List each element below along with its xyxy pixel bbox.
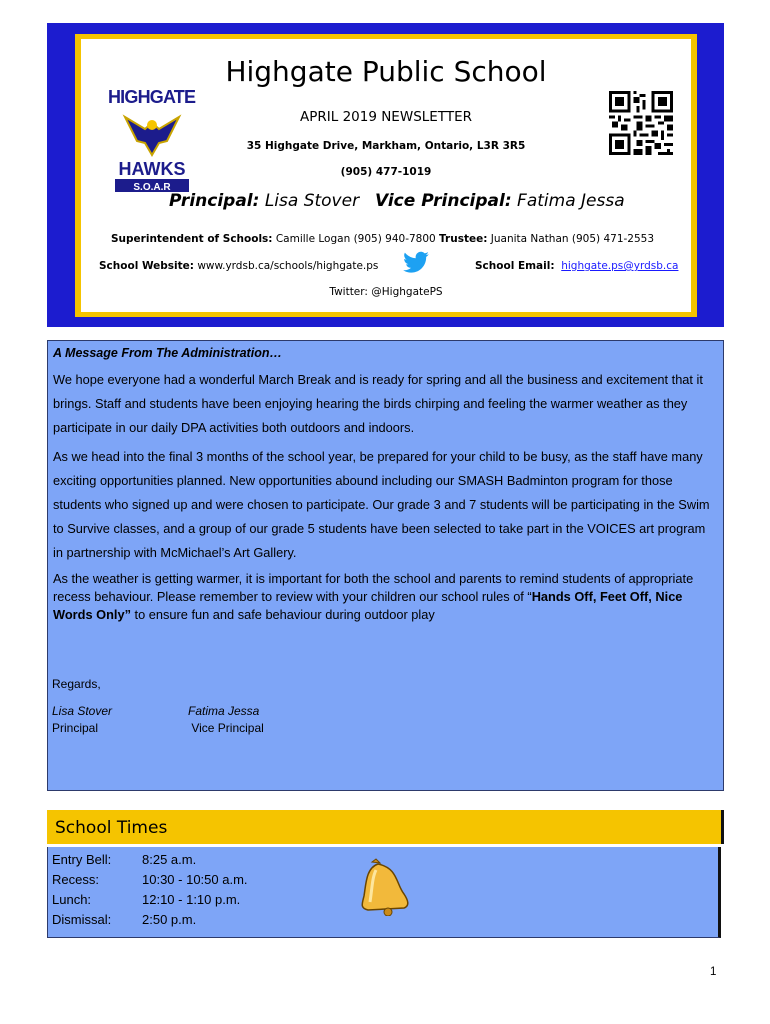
principal-name: Lisa Stover <box>259 191 360 211</box>
times-row-label: Recess: <box>52 872 99 887</box>
email-line <box>475 260 678 272</box>
school-times-panel <box>47 847 721 938</box>
school-name: Highgate Public School <box>225 55 547 88</box>
signature-vice-principal-name: Fatima Jessa <box>188 704 260 718</box>
times-row-value: 8:25 a.m. <box>142 852 197 867</box>
trustee-label: Trustee: <box>439 233 488 245</box>
message-paragraph-1: We hope everyone had a wonderful March Break and is ready for spring and all the business and excitement that it brings. Staff and students have been enjoying hearing the birds chirping and feeling the warmer weather as they participate in our daily DPA activities both outdoors and indoors. <box>53 372 703 435</box>
header-gold-frame <box>75 34 697 317</box>
trustee-value: Juanita Nathan (905) 471-2553 <box>487 233 655 245</box>
signature-vice-principal-title: Vice Principal <box>188 721 264 735</box>
message-paragraph-2: As we head into the final 3 months of the school year, be prepared for your child to be busy, as the staff have many exciting opportunities planned. New opportunities abound including our SMASH Badminton program for those students who signed up and were chosen to participate. Our grade 3 and 7 students will be participating in the Swim to Survive classes, and a group of our grade 5 students have been selected to take part in the VOICES art program in partnership with McMichael’s Art Gallery. <box>53 449 710 560</box>
twitter-handle[interactable]: Twitter: @HighgatePS <box>329 286 443 298</box>
vice-principal <box>375 191 625 211</box>
header-border <box>47 23 724 327</box>
logo-text-top: HIGHGATE <box>108 87 196 107</box>
vice-principal-label: Vice Principal: <box>375 191 512 211</box>
page-number: 1 <box>710 966 717 978</box>
school-phone: (905) 477-1019 <box>340 166 432 178</box>
signature-principal-name: Lisa Stover <box>52 704 113 718</box>
times-row <box>52 872 248 887</box>
website-url[interactable]: www.yrdsb.ca/schools/highgate.ps <box>193 260 379 272</box>
website-label: School Website: <box>99 260 194 272</box>
school-times-header <box>47 810 724 844</box>
superintendent-label: Superintendent of Schools: <box>111 233 273 245</box>
header-panel <box>81 39 691 312</box>
school-times-title: School Times <box>55 818 168 838</box>
message-paragraph-3-end: to ensure fun and safe behaviour during outdoor play <box>130 607 435 622</box>
vice-principal-name: Fatima Jessa <box>511 191 625 211</box>
signature-principal <box>52 703 112 737</box>
times-row <box>52 852 196 867</box>
times-row <box>52 912 196 927</box>
newsletter-title: APRIL 2019 NEWSLETTER <box>300 109 472 125</box>
times-row <box>52 892 240 907</box>
principal-label: Principal: <box>169 191 260 211</box>
email-link[interactable]: highgate.ps@yrdsb.ca <box>561 260 679 272</box>
school-rules: Hands Off, Feet Off, Nice Words Only” <box>53 589 683 622</box>
superintendent-value: Camille Logan (905) 940-7800 <box>272 233 440 245</box>
superintendent-line <box>111 233 654 245</box>
times-row-label: Dismissal: <box>52 912 112 927</box>
message-paragraph-3-start: As the weather is getting warmer, it is important for both the school and parents to remind students of appropriate recess behaviour. Please remember to review with your children our school rules of “ <box>53 571 694 604</box>
regards: Regards, <box>52 677 101 691</box>
message-title: A Message From The Administration… <box>53 346 282 360</box>
signature-vice-principal <box>188 703 264 737</box>
times-row-value: 2:50 p.m. <box>142 912 197 927</box>
principal <box>169 191 359 211</box>
times-row-label: Entry Bell: <box>52 852 112 867</box>
twitter-icon[interactable] <box>402 251 430 275</box>
school-address: 35 Highgate Drive, Markham, Ontario, L3R 3R5 <box>246 140 526 152</box>
principals-line <box>169 191 669 211</box>
message-paragraph-3 <box>53 570 715 624</box>
logo-text-bottom: S.O.A.R <box>133 182 171 193</box>
email-label: School Email: <box>475 260 555 272</box>
administration-message <box>47 340 724 791</box>
times-row-label: Lunch: <box>52 892 92 907</box>
signature-principal-title: Principal <box>52 721 99 735</box>
website-line <box>99 260 378 272</box>
bell-icon <box>358 858 414 916</box>
times-row-value: 10:30 - 10:50 a.m. <box>142 872 248 887</box>
logo-text-middle: HAWKS <box>118 159 186 179</box>
times-row-value: 12:10 - 1:10 p.m. <box>142 892 241 907</box>
